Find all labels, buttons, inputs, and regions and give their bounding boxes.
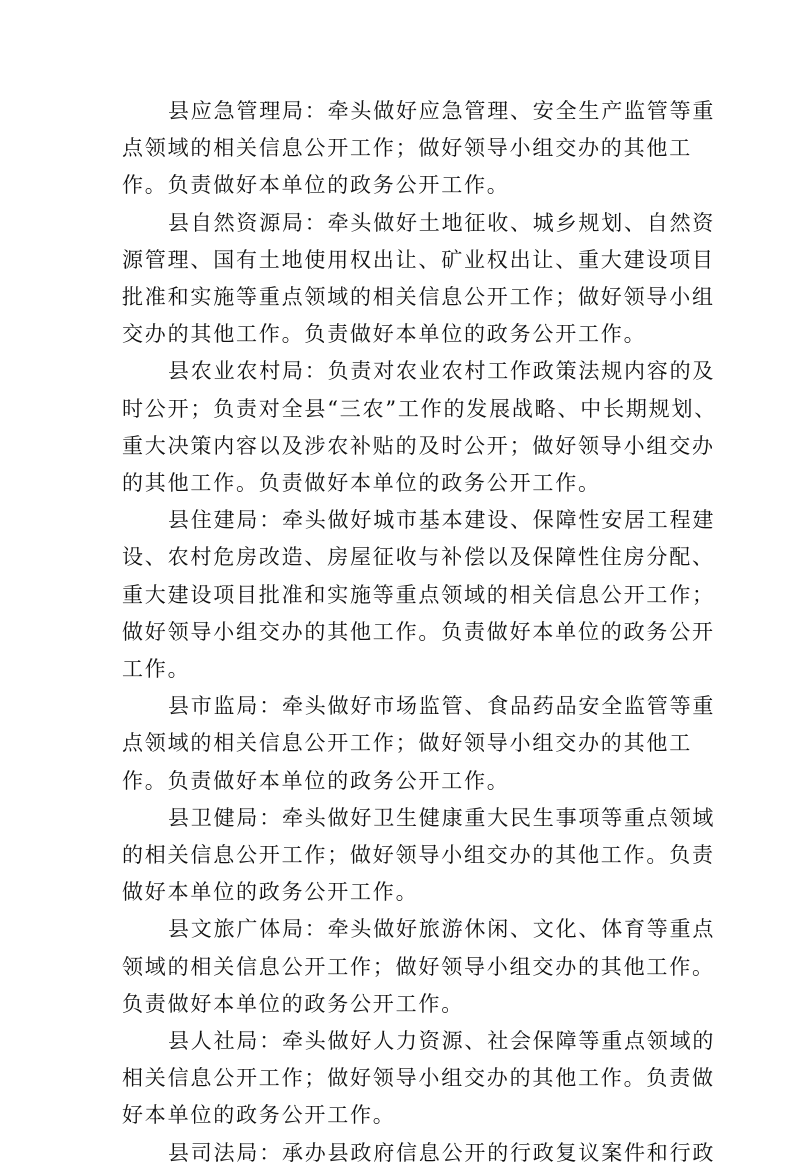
text-line: 作。负责做好本单位的政务公开工作。 bbox=[122, 768, 510, 793]
text-line: 好本单位的政务公开工作。 bbox=[122, 1103, 396, 1128]
text-line: 时公开；负责对全县“三农”工作的发展战略、中长期规划、 bbox=[122, 396, 718, 421]
text-line: 相关信息公开工作；做好领导小组交办的其他工作。负责做 bbox=[122, 1066, 715, 1091]
paragraph-emergency-management-bureau bbox=[122, 93, 716, 205]
text-line: 的其他工作。负责做好本单位的政务公开工作。 bbox=[122, 471, 601, 496]
paragraph-health-bureau bbox=[122, 800, 716, 912]
paragraph-justice-bureau bbox=[122, 1135, 716, 1172]
paragraph-market-supervision-bureau bbox=[122, 688, 716, 800]
text-line: 的相关信息公开工作；做好领导小组交办的其他工作。负责 bbox=[122, 843, 715, 868]
text-line: 作。负责做好本单位的政务公开工作。 bbox=[122, 173, 510, 198]
text-line: 批准和实施等重点领域的相关信息公开工作；做好领导小组 bbox=[122, 285, 715, 310]
text-line: 负责做好本单位的政务公开工作。 bbox=[122, 991, 464, 1016]
text-line: 县司法局：承办县政府信息公开的行政复议案件和行政 bbox=[168, 1140, 716, 1165]
paragraph-human-resources-bureau bbox=[122, 1023, 716, 1135]
text-line: 县人社局：牵头做好人力资源、社会保障等重点领域的 bbox=[168, 1029, 716, 1054]
text-line: 县卫健局：牵头做好卫生健康重大民生事项等重点领域 bbox=[168, 805, 716, 830]
text-line: 领域的相关信息公开工作；做好领导小组交办的其他工作。 bbox=[122, 954, 715, 979]
text-line: 县自然资源局：牵头做好土地征收、城乡规划、自然资 bbox=[168, 210, 716, 235]
text-line: 县应急管理局：牵头做好应急管理、安全生产监管等重 bbox=[168, 99, 716, 123]
text-line: 工作。 bbox=[122, 657, 191, 682]
paragraph-culture-tourism-bureau bbox=[122, 911, 716, 1023]
paragraph-natural-resources-bureau bbox=[122, 205, 716, 354]
paragraph-agriculture-rural-bureau bbox=[122, 353, 718, 502]
text-line: 县市监局：牵头做好市场监管、食品药品安全监管等重 bbox=[168, 694, 716, 719]
text-line: 做好本单位的政务公开工作。 bbox=[122, 880, 419, 905]
text-line: 县住建局：牵头做好城市基本建设、保障性安居工程建 bbox=[168, 508, 716, 533]
text-line: 重大决策内容以及涉农补贴的及时公开；做好领导小组交办 bbox=[122, 433, 715, 458]
text-line: 县农业农村局：负责对农业农村工作政策法规内容的及 bbox=[168, 359, 716, 384]
text-line: 点领域的相关信息公开工作；做好领导小组交办的其他工 bbox=[122, 731, 692, 756]
text-line: 县文旅广体局：牵头做好旅游休闲、文化、体育等重点 bbox=[168, 917, 716, 942]
text-line: 重大建设项目批准和实施等重点领域的相关信息公开工作； bbox=[122, 582, 715, 607]
document-body bbox=[122, 93, 718, 1172]
text-line: 点领域的相关信息公开工作；做好领导小组交办的其他工 bbox=[122, 136, 692, 161]
text-line: 交办的其他工作。负责做好本单位的政务公开工作。 bbox=[122, 322, 647, 347]
text-line: 设、农村危房改造、房屋征收与补偿以及保障性住房分配、 bbox=[122, 545, 715, 570]
text-line: 做好领导小组交办的其他工作。负责做好本单位的政务公开 bbox=[122, 619, 715, 644]
paragraph-housing-construction-bureau bbox=[122, 502, 716, 688]
text-line: 源管理、国有土地使用权出让、矿业权出让、重大建设项目 bbox=[122, 247, 715, 272]
